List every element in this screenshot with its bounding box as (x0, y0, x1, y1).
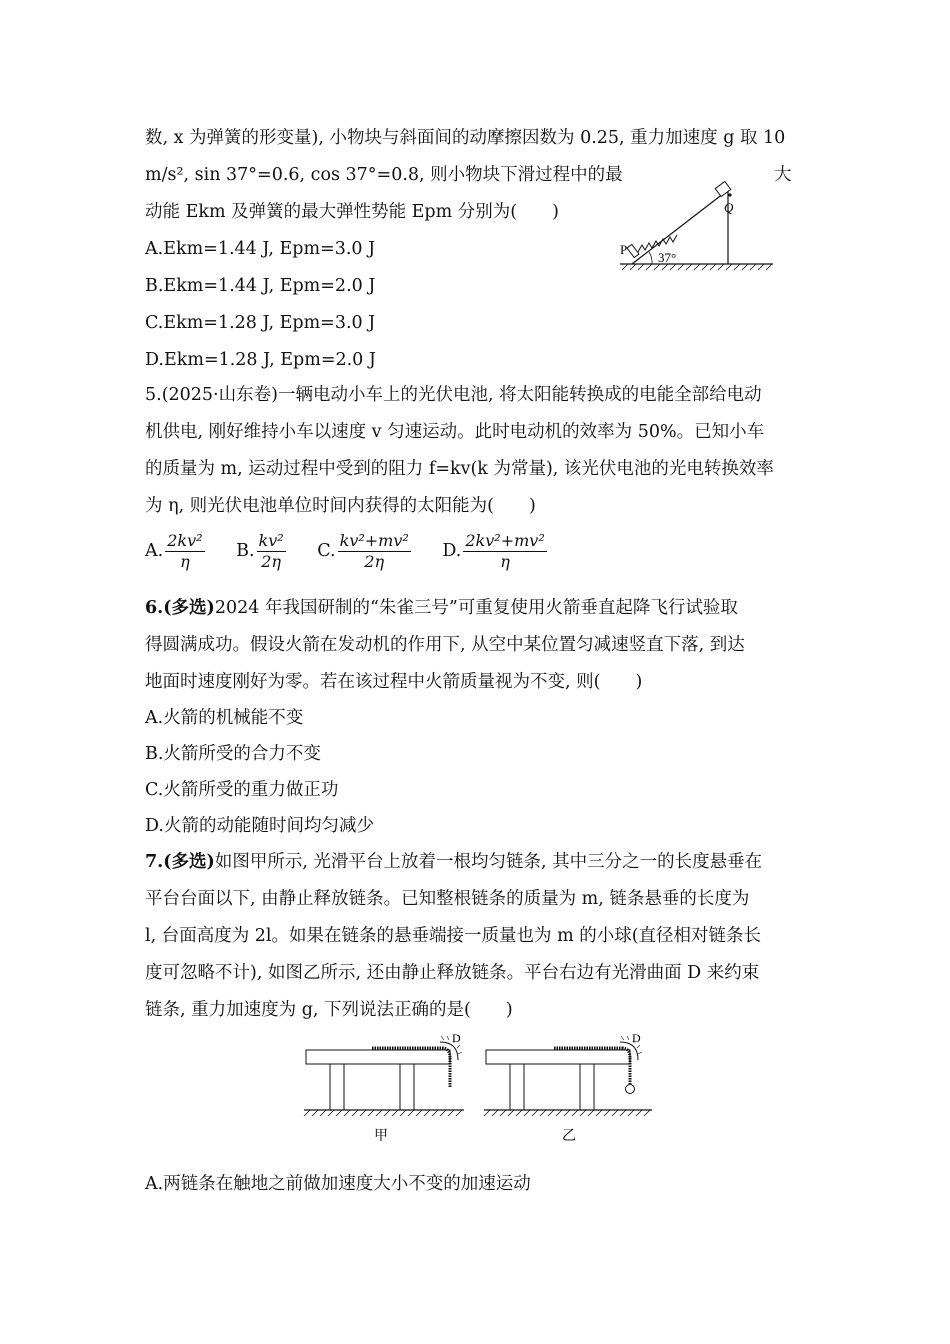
q7-prefix: 7.(多选) (145, 852, 215, 872)
q6-option-b[interactable]: B.火箭所受的合力不变 (145, 744, 321, 764)
figure-jia (304, 1031, 464, 1144)
q5-option-a[interactable]: A. $\frac{\text{2kv²}}{\eta}$ (145, 531, 203, 571)
q7-line-1: 7.(多选)如图甲所示, 光滑平台上放着一根均匀链条, 其中三分之一的长度悬垂在 (145, 852, 763, 872)
q6-option-d[interactable]: D.火箭的动能随时间均匀减少 (145, 816, 374, 836)
q7-line-3: l, 台面高度为 2l。如果在链条的悬垂端接一质量也为 m 的小球(直径相对链条长 (145, 926, 762, 946)
q5-line-3: 的质量为 m, 运动过程中受到的阻力 f=kv(k 为常量), 该光伏电池的光电转换效率 (145, 459, 774, 479)
figure-yi (484, 1031, 652, 1144)
q4-line-2: m/s², sin 37°=0.6, cos 37°=0.8, 则小物块下滑过程中的最 (145, 165, 623, 185)
q5-option-c[interactable]: C. $\frac{\text{kv²+mv²}}{2\eta}$ (317, 531, 409, 571)
q5-option-d[interactable]: D. $\frac{\text{2kv²+mv²}}{\eta}$ (442, 531, 545, 571)
q4-line-3: 动能 Ekm 及弹簧的最大弹性势能 Epm 分别为( ) (145, 202, 559, 222)
q7-option-a[interactable]: A.两链条在触地之前做加速度大小不变的加速运动 (145, 1174, 531, 1194)
chain-figures (300, 1030, 660, 1148)
q5-line-1: 5.(2025·山东卷)一辆电动小车上的光伏电池, 将太阳能转换成的电能全部给电动 (145, 385, 762, 405)
q5-options (145, 531, 573, 572)
fraction-numerator: 2kv²+mv² (465, 531, 545, 550)
q5-option-b[interactable]: B. $\frac{\text{kv²}}{2\eta}$ (236, 531, 284, 571)
q7-line-5: 链条, 重力加速度为 g, 下列说法正确的是( ) (145, 1000, 513, 1020)
label-d-right: D (632, 1031, 641, 1045)
q6-line-2: 得圆满成功。假设火箭在发动机的作用下, 从空中某位置匀减速竖直下落, 到达 (145, 635, 745, 655)
q6-option-c[interactable]: C.火箭所受的重力做正功 (145, 780, 339, 800)
label-d-left: D (452, 1031, 461, 1045)
q6-option-a[interactable]: A.火箭的机械能不变 (145, 708, 304, 728)
q6-prefix: 6.(多选) (145, 598, 215, 618)
label-q: Q (724, 200, 734, 215)
q6-line-1: 6.(多选)2024 年我国研制的“朱雀三号”可重复使用火箭垂直起降飞行试验取 (145, 598, 738, 618)
fraction-denominator: η (180, 552, 190, 571)
q5-line-2: 机供电, 刚好维持小车以速度 v 匀速运动。此时电动机的效率为 50%。已知小车 (145, 422, 765, 442)
fraction-denominator: 2η (261, 552, 281, 571)
caption-yi: 乙 (562, 1129, 576, 1144)
q4-option-d[interactable]: D.Ekm=1.28 J, Epm=2.0 J (145, 350, 376, 370)
q7-line-2: 平台台面以下, 由静止释放链条。已知整根链条的质量为 m, 链条悬垂的长度为 (145, 889, 750, 909)
q6-line-3: 地面时速度刚好为零。若在该过程中火箭质量视为不变, 则( ) (145, 672, 643, 692)
fraction-numerator: 2kv² (167, 531, 203, 550)
label-p: P (620, 242, 628, 257)
q7-line-4: 度可忽略不计), 如图乙所示, 还由静止释放链条。平台右边有光滑曲面 D 来约束 (145, 963, 760, 983)
q5-line-4: 为 η, 则光伏电池单位时间内获得的太阳能为( ) (145, 496, 536, 516)
q4-option-c[interactable]: C.Ekm=1.28 J, Epm=3.0 J (145, 313, 376, 333)
fraction-denominator: 2η (364, 552, 385, 571)
caption-jia: 甲 (374, 1129, 388, 1144)
q4-line-2-tail: 大 (774, 165, 792, 185)
q4-option-a[interactable]: A.Ekm=1.44 J, Epm=3.0 J (145, 239, 376, 259)
q4-option-b[interactable]: B.Ekm=1.44 J, Epm=2.0 J (145, 276, 376, 296)
incline-spring-figure (618, 178, 778, 276)
fraction-denominator: η (500, 552, 510, 571)
q4-line-1: 数, x 为弹簧的形变量), 小物块与斜面间的动摩擦因数为 0.25, 重力加速度 g 取 10 (145, 128, 786, 148)
fraction-numerator: kv²+mv² (339, 531, 409, 550)
angle-label: 37° (658, 250, 677, 265)
fraction-numerator: kv² (258, 531, 284, 550)
